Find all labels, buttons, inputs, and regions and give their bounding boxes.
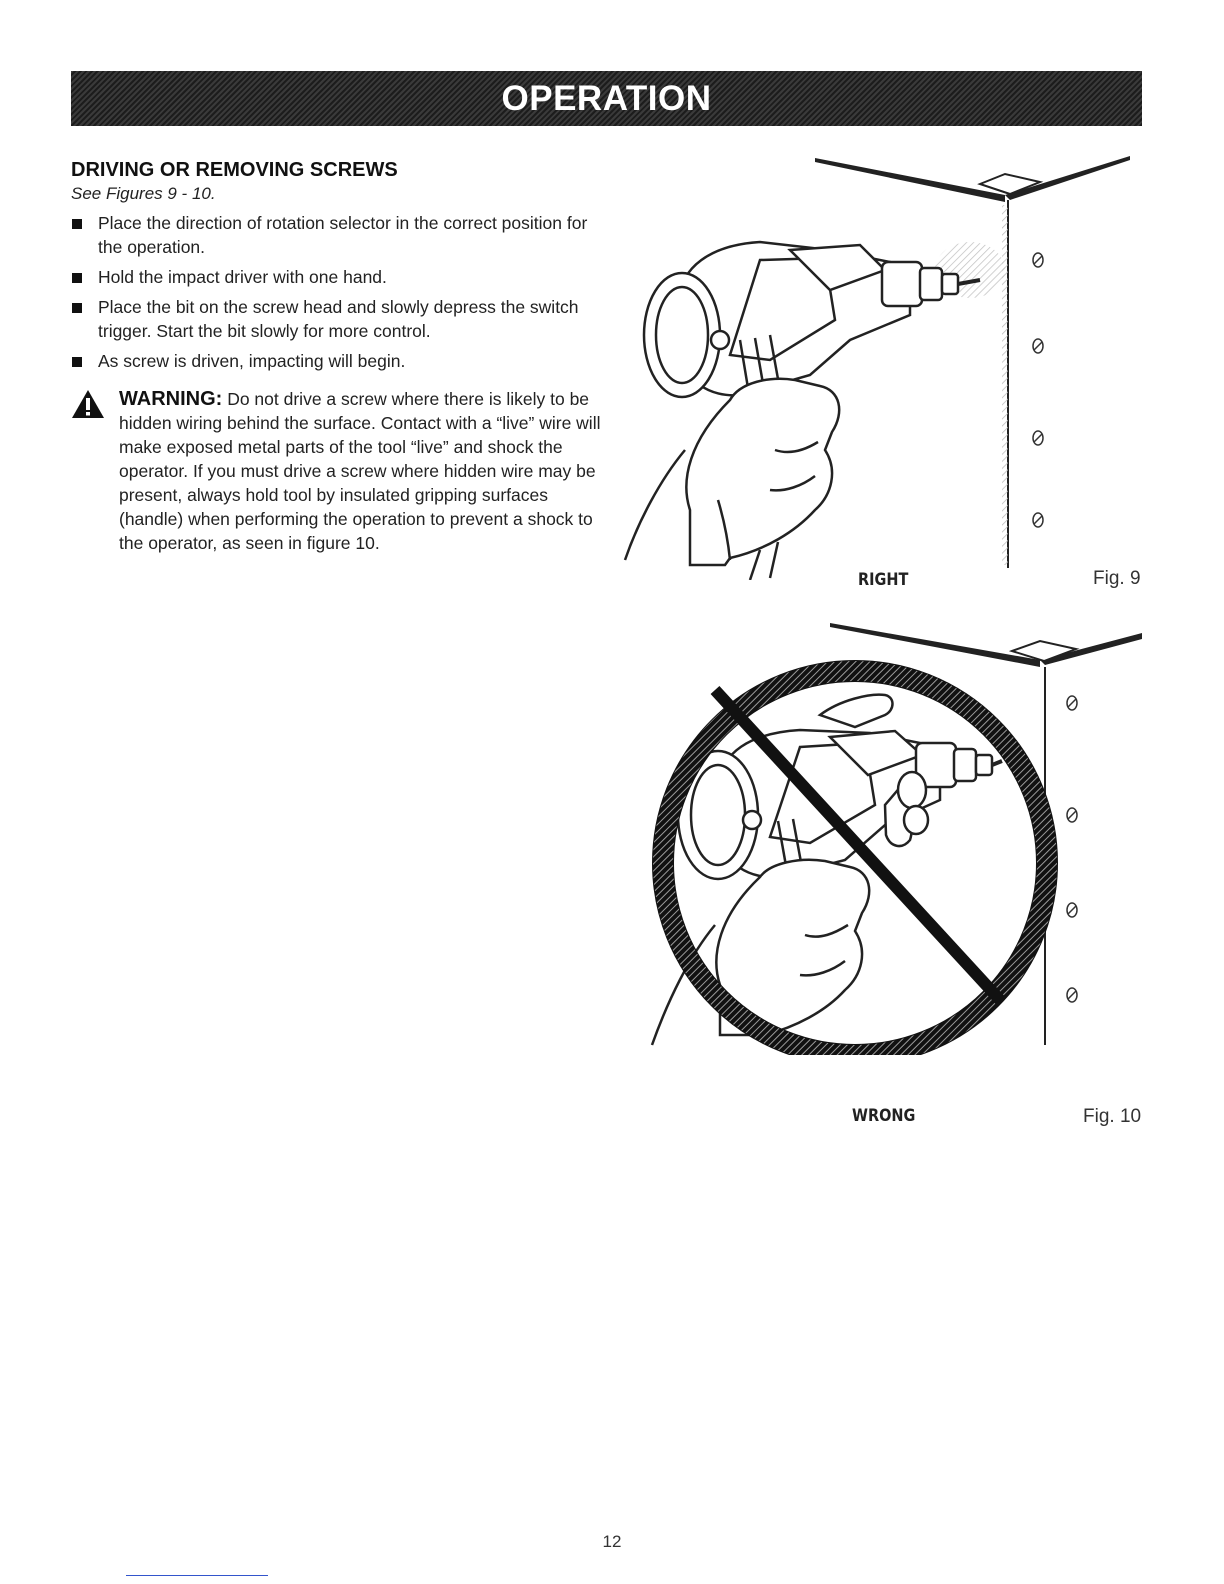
screw-icon [1067,696,1077,1002]
footer-rule [126,1575,268,1576]
figure-9-caption: Fig. 9 [1093,568,1141,589]
section-banner [71,71,1142,126]
wall-icon [815,156,1130,568]
impact-driver-icon [644,242,980,400]
warning-text: Do not drive a screw where there is likely to be hidden wiring behind the surface. Contact with a “live” wire will make exposed metal parts of the tool “live” and shock the operator. If you must drive a screw where hidden wire may be present, always hold tool by insulated gripping surfaces (handle) when performing the operation to prevent a shock to the operator, as seen in figure 10. [119,389,601,553]
list-item [71,211,601,259]
list-item-text: Hold the impact driver with one hand. [98,267,387,287]
banner-title: OPERATION [501,78,712,118]
figure-10-illustration [640,615,1150,1055]
bullet-square-icon [72,357,82,367]
warning-triangle-icon [71,389,105,419]
list-item [71,349,601,373]
bullet-square-icon [72,303,82,313]
bullet-square-icon [72,273,82,283]
figure-10-caption: Fig. 10 [1083,1106,1142,1127]
instructions-column [71,157,601,555]
bullet-square-icon [72,219,82,229]
list-item-text: Place the direction of rotation selector in the correct position for the operation. [98,213,588,257]
warning-label: WARNING: [119,388,223,410]
section-heading: DRIVING OR REMOVING SCREWS [71,159,398,181]
figure-9-verdict: RIGHT [858,570,909,590]
figure-9-illustration [620,150,1140,580]
list-item-text: As screw is driven, impacting will begin. [98,351,406,371]
hand-icon [625,379,839,580]
warning-block [71,387,601,555]
instruction-list [71,211,601,373]
list-item-text: Place the bit on the screw head and slowly depress the switch trigger. Start the bit slowly for more control. [98,297,579,341]
page-number: 12 [602,1532,622,1551]
screw-icon [1033,253,1043,527]
figure-10-verdict: WRONG [852,1106,916,1126]
impact-driver-icon [678,730,1002,879]
list-item [71,295,601,343]
see-figures-note: See Figures 9 - 10. [71,184,216,203]
list-item [71,265,601,289]
